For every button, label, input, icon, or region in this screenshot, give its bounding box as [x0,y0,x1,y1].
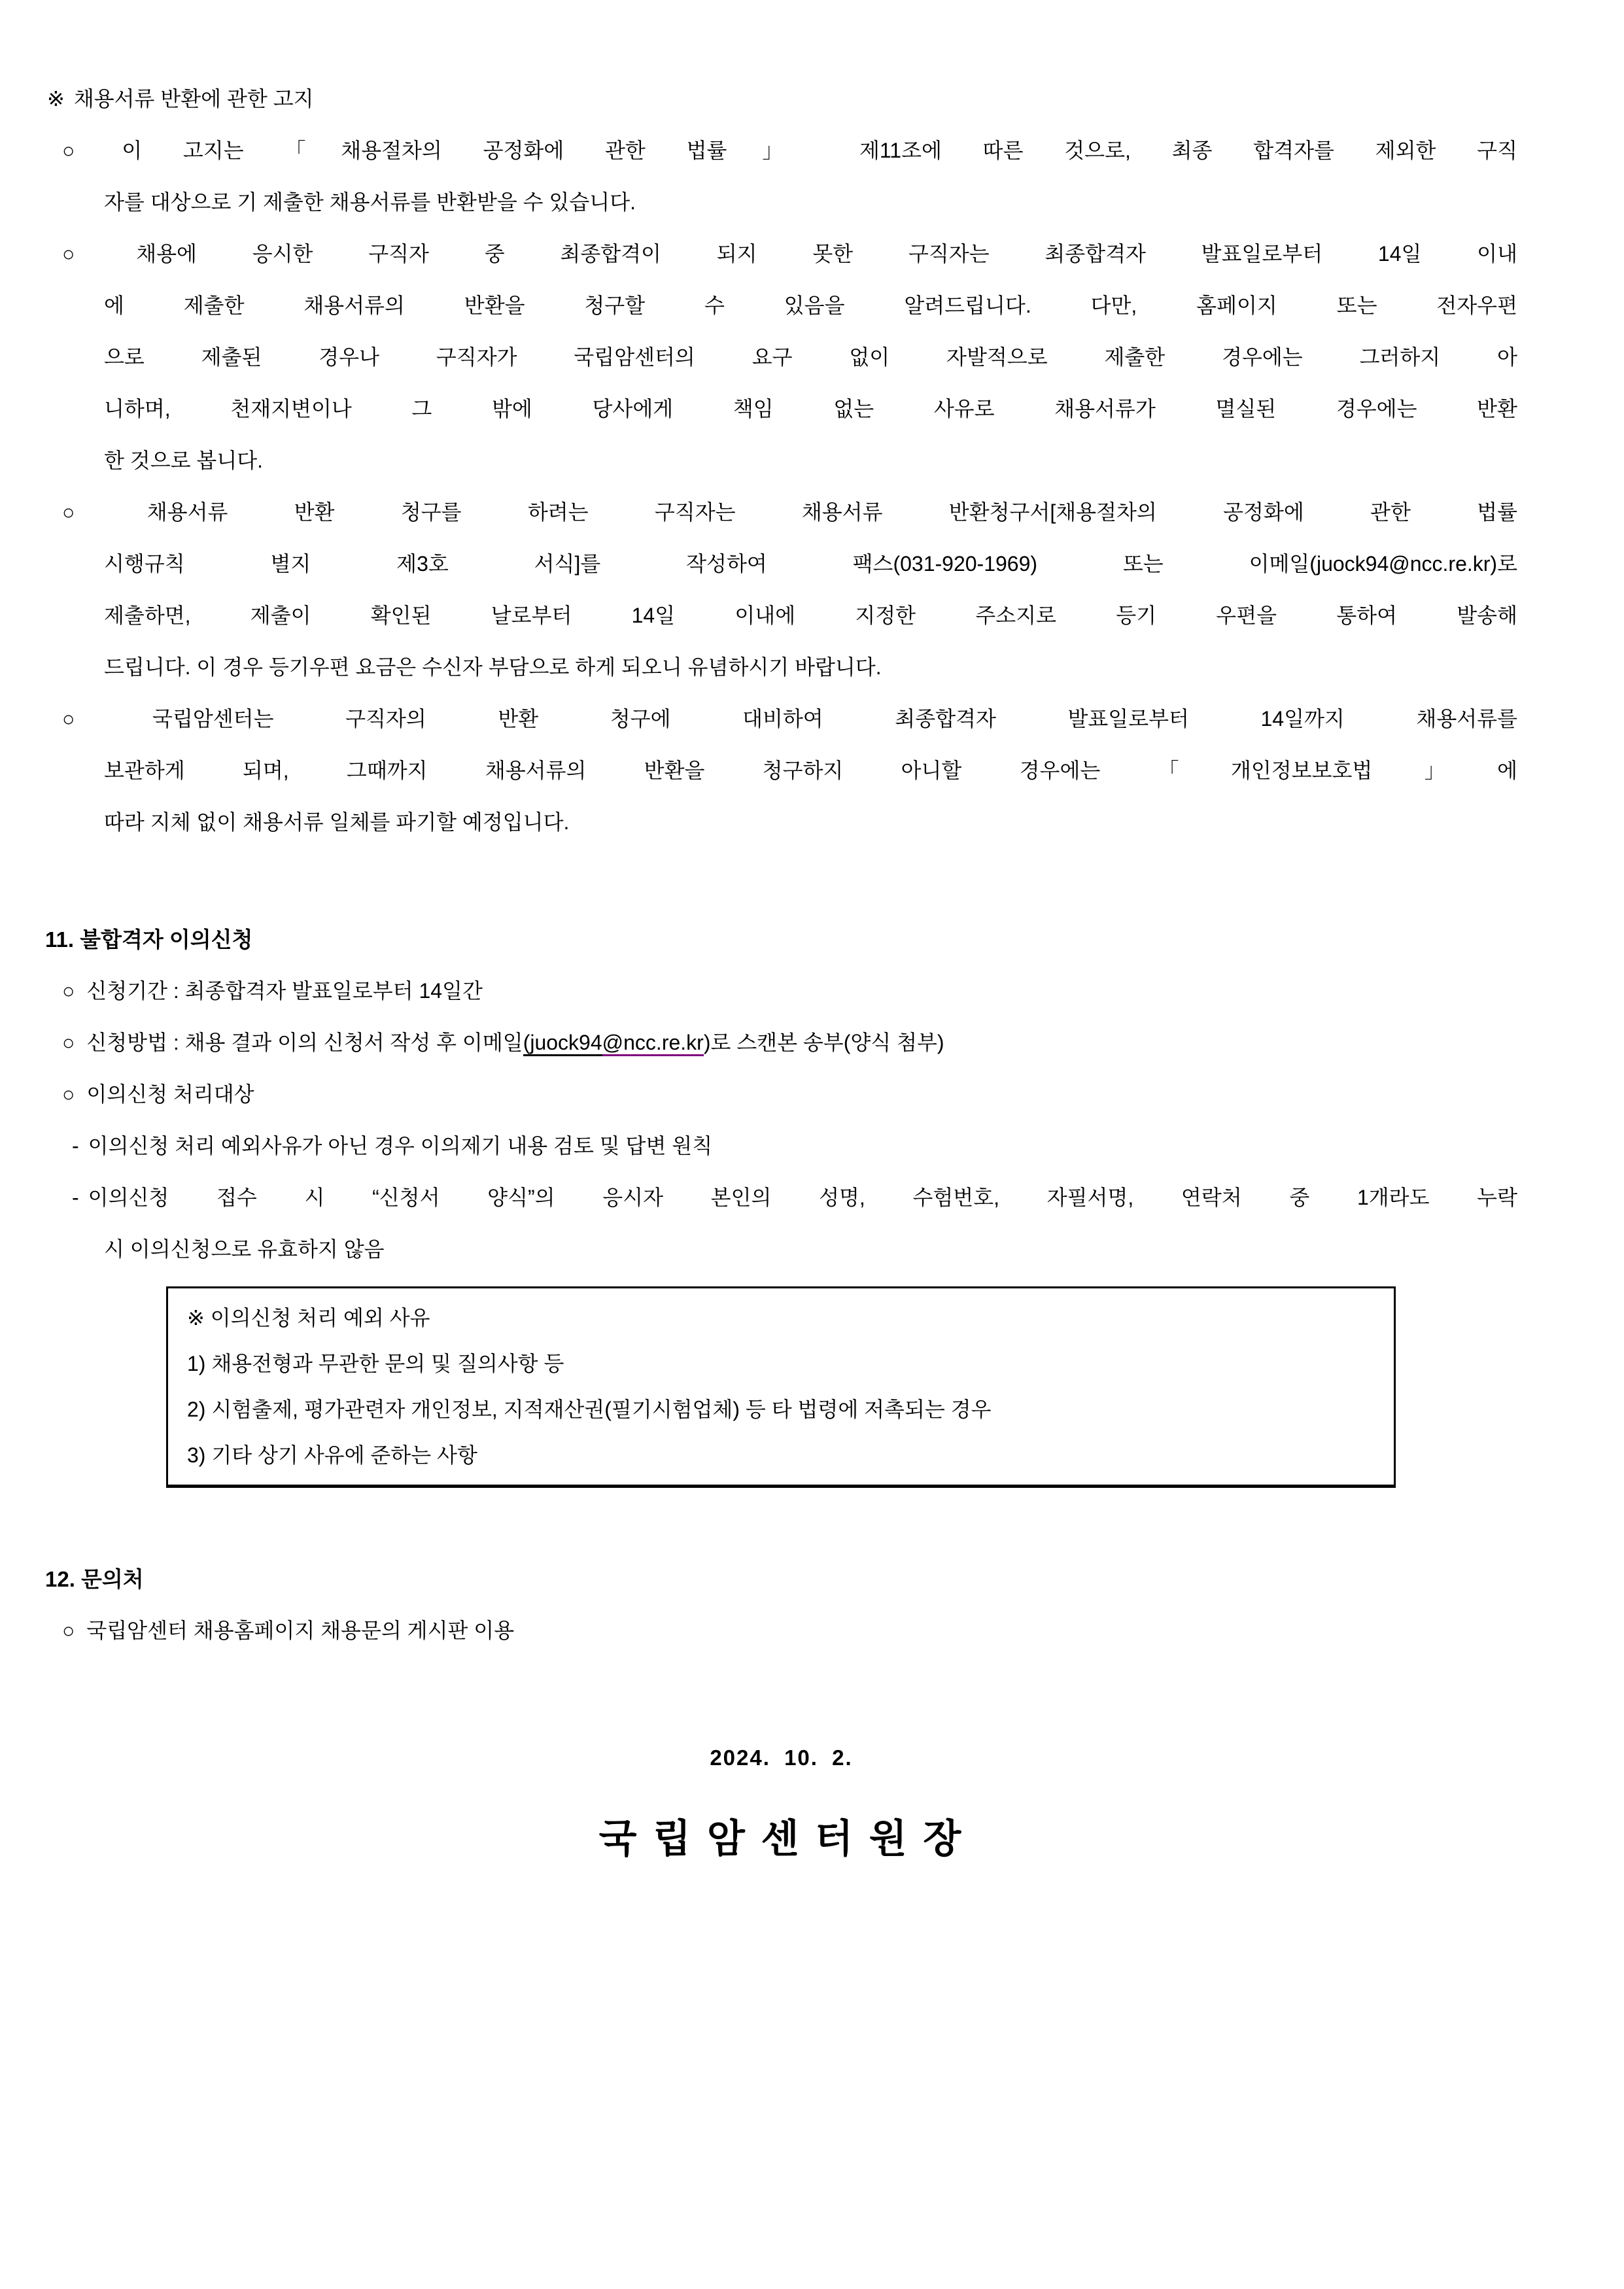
line-text: 3) 기타 상기 사유에 준하는 사항 [187,1443,477,1467]
circle-bullet-icon: ○ [62,1082,75,1106]
line-text: 이의신청 처리 예외사유가 아닌 경우 이의제기 내용 검토 및 답변 원칙 [88,1134,713,1158]
circle-bullet-icon: ○ [62,139,111,162]
line-text: 채용서류 반환에 관한 고지 [73,87,314,111]
circle-bullet-icon: ○ [62,707,141,731]
dash-bullet-icon: - [72,1134,79,1158]
text-line [187,1432,1381,1478]
reference-mark-icon: ※ [47,87,65,111]
text-line [45,1120,1517,1172]
line-text: 채용에 응시한 구직자 중 최종합격이 되지 못한 구직자는 최종합격자 발표일로부터 14일 이내 [136,242,1518,266]
text-line [45,332,1517,383]
line-text: 시행규칙 별지 제3호 서식]를 작성하여 팩스(031-920-1969) 또는 이메일(juock94@ncc.re.kr)로 [104,552,1517,576]
text-line [45,693,1517,745]
text-line [45,177,1517,228]
line-text: 따라 지체 없이 채용서류 일체를 파기할 예정입니다. [104,810,570,834]
line-text: 국립암센터는 구직자의 반환 청구에 대비하여 최종합격자 발표일로부터 14일까지 채용서류를 [152,707,1517,731]
text-line [45,1224,1517,1275]
line-text: 자를 대상으로 기 제출한 채용서류를 반환받을 수 있습니다. [104,190,636,214]
text-line [45,538,1517,590]
text-line [45,745,1517,797]
line-text: 드립니다. 이 경우 등기우편 요금은 수신자 부담으로 하게 되오니 유념하시기 바랍니다. [104,655,882,679]
circle-bullet-icon: ○ [62,1031,75,1054]
document-return-notice-section [45,73,1517,848]
exception-reasons-box [166,1286,1396,1488]
text-line [45,125,1517,177]
line-text: 시 이의신청으로 유효하지 않음 [104,1237,385,1261]
line-text: 이의신청 접수 시 “신청서 양식”의 응시자 본인의 성명, 수험번호, 자필서명, 연락처 중 1개라도 누락 [88,1186,1517,1209]
line-text: ※ 이의신청 처리 예외 사유 [187,1306,430,1330]
line-text: 보관하게 되며, 그때까지 채용서류의 반환을 청구하지 아니할 경우에는 「개인정보보호법」에 [104,759,1517,782]
section-heading [45,1553,1517,1605]
circle-bullet-icon: ○ [62,1619,75,1642]
text-line [187,1386,1381,1432]
text-line [45,965,1517,1017]
issue-date: 2024. 10. 2. [710,1746,853,1770]
text-line [45,1172,1517,1224]
circle-bullet-icon: ○ [62,500,135,524]
line-text: 한 것으로 봅니다. [104,449,264,472]
line-text: 2) 시험출제, 평가관련자 개인정보, 지적재산권(필기시험업체) 등 타 법령에 저촉되는 경우 [187,1398,992,1421]
text-line [45,797,1517,848]
text-line [45,642,1517,693]
line-text: 12. 문의처 [45,1567,144,1591]
line-text: 에 제출한 채용서류의 반환을 청구할 수 있음을 알려드립니다. 다만, 홈페이지 또는 전자우편 [104,294,1517,317]
email-address-underlined: (juock94 [523,1031,602,1056]
line-text: 제출하면, 제출이 확인된 날로부터 14일 이내에 지정한 주소지로 등기 우편을 통하여 발송해 [104,604,1517,627]
section-11-appeal [45,914,1517,1275]
section-heading [45,914,1517,965]
line-text: 1) 채용전형과 무관한 문의 및 질의사항 등 [187,1352,564,1375]
line-text: 채용서류 반환 청구를 하려는 구직자는 채용서류 반환청구서[채용절차의 공정화에 관한 법률 [147,500,1517,524]
line-text: 신청방법 : 채용 결과 이의 신청서 작성 후 이메일 [86,1031,523,1054]
email-address-underlined: @ncc.re.kr [602,1031,704,1056]
text-line [187,1341,1381,1386]
text-line [45,1069,1517,1120]
text-line [45,383,1517,435]
text-line [45,280,1517,332]
line-text: 으로 제출된 경우나 구직자가 국립암센터의 요구 없이 자발적으로 제출한 경우에는 그러하지 아 [104,345,1517,369]
issuer-signature: 국 립 암 센 터 원 장 [598,1817,964,1861]
line-text: 신청기간 : 최종합격자 발표일로부터 14일간 [86,979,483,1003]
line-text: 이 고지는 「채용절차의 공정화에 관한 법률」 제11조에 따른 것으로, 최종 합격자를 제외한 구직 [122,139,1518,162]
text-line [45,487,1517,538]
circle-bullet-icon: ○ [62,979,75,1003]
text-line [45,435,1517,487]
line-text: )로 스캔본 송부(양식 첨부) [703,1031,944,1054]
line-text: 니하며, 천재지변이나 그 밖에 당사에게 책임 없는 사유로 채용서류가 멸실된 경우에는 반환 [104,397,1517,421]
text-line [187,1295,1381,1341]
line-text: 11. 불합격자 이의신청 [45,927,253,952]
text-line [45,73,1517,125]
text-line [45,1017,1517,1069]
section-12-contact [45,1553,1517,1657]
circle-bullet-icon: ○ [62,242,125,266]
text-line [45,590,1517,642]
text-line [45,1605,1517,1657]
line-text: 국립암센터 채용홈페이지 채용문의 게시판 이용 [86,1619,515,1642]
text-line [45,228,1517,280]
dash-bullet-icon: - [72,1186,79,1209]
line-text: 이의신청 처리대상 [86,1082,254,1106]
